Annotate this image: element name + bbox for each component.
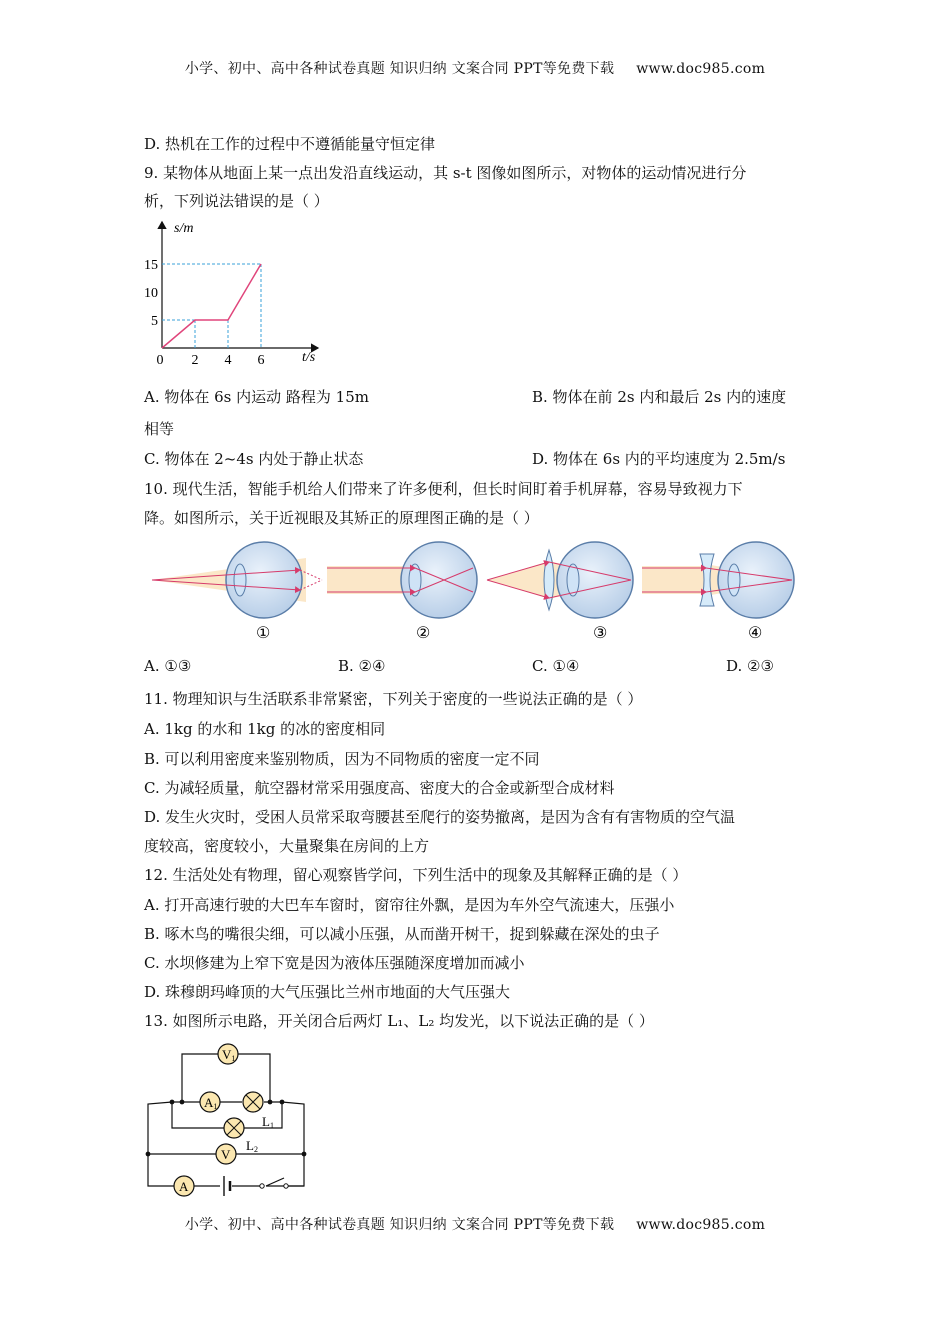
- y-tick-label: 15: [144, 258, 158, 273]
- svg-text:L2: L2: [246, 1138, 258, 1154]
- q10-option-c: C. ①④: [532, 657, 580, 675]
- eye-diagram-3: [487, 542, 633, 642]
- q9-stem-line1: 9. 某物体从地面上某一点出发沿直线运动，其 s-t 图像如图所示，对物体的运动情况进行分: [144, 164, 747, 182]
- eye-diagrams: [146, 536, 806, 646]
- eye-lens: [728, 564, 740, 596]
- lamp-l1-icon: [243, 1092, 274, 1130]
- diagram-1-label: ①: [256, 625, 271, 642]
- q11-option-a: A. 1kg 的水和 1kg 的冰的密度相同: [144, 720, 386, 738]
- q8-option-d: D. 热机在工作的过程中不遵循能量守恒定律: [144, 135, 436, 153]
- eye-diagram-2: [327, 542, 477, 642]
- q9-stem-line2: 析，下列说法错误的是（ ）: [144, 192, 329, 210]
- svg-text:L1: L1: [262, 1114, 274, 1130]
- q12-option-c: C. 水坝修建为上窄下宽是因为液体压强随深度增加而减小: [144, 954, 525, 972]
- page-header: [0, 58, 950, 78]
- header-url[interactable]: www.doc985.com: [636, 61, 766, 77]
- q12-option-a: A. 打开高速行驶的大巴车车窗时，窗帘往外飘，是因为车外空气流速大，压强小: [144, 896, 675, 914]
- eye-lens: [409, 564, 421, 596]
- page-footer: [0, 1214, 950, 1234]
- convex-lens-icon: [544, 550, 554, 610]
- q9-option-a: A. 物体在 6s 内运动 路程为 15m: [144, 388, 369, 406]
- q11-option-b: B. 可以利用密度来鉴别物质，因为不同物质的密度一定不同: [144, 750, 540, 768]
- q10-option-d: D. ②③: [726, 657, 774, 675]
- header-text: 小学、初中、高中各种试卷真题 知识归纳 文案合同 PPT等免费下载: [184, 61, 615, 77]
- q10-option-b: B. ②④: [338, 657, 386, 675]
- svg-text:A: A: [179, 1179, 189, 1194]
- eye-diagram-4: [642, 542, 794, 642]
- q13-stem: 13. 如图所示电路，开关闭合后两灯 L₁、L₂ 均发光，以下说法正确的是（ ）: [144, 1012, 654, 1030]
- q9-option-d: D. 物体在 6s 内的平均速度为 2.5m/s: [532, 450, 786, 468]
- x-axis-label: t/s: [302, 350, 316, 365]
- y-tick-label: 5: [151, 314, 158, 329]
- svg-text:V1: V1: [222, 1047, 236, 1063]
- q9-option-b: B. 物体在前 2s 内和最后 2s 内的速度: [532, 388, 787, 406]
- y-axis-label: s/m: [174, 221, 194, 236]
- q12-option-b: B. 啄木鸟的嘴很尖细，可以减小压强，从而凿开树干，捉到躲藏在深处的虫子: [144, 925, 660, 943]
- footer-url[interactable]: www.doc985.com: [636, 1217, 766, 1233]
- switch-icon: [260, 1184, 264, 1188]
- circuit-diagram: [142, 1038, 317, 1203]
- diagram-4-label: ④: [748, 625, 763, 642]
- q10-option-a: A. ①③: [144, 657, 192, 675]
- q10-stem-line2: 降。如图所示，关于近视眼及其矫正的原理图正确的是（ ）: [144, 509, 539, 527]
- x-tick-label: 6: [257, 353, 265, 368]
- q12-stem: 12. 生活处处有物理，留心观察皆学问，下列生活中的现象及其解释正确的是（ ）: [144, 866, 688, 884]
- series-line: [162, 264, 261, 348]
- voltmeter-v-icon: [216, 1144, 236, 1164]
- diagram-2-label: ②: [416, 625, 431, 642]
- eye-diagram-1: [152, 542, 322, 642]
- x-tick-label: 0: [156, 353, 164, 368]
- eye-lens: [567, 564, 579, 596]
- q10-stem-line1: 10. 现代生活，智能手机给人们带来了许多便利，但长时间盯着手机屏幕，容易导致视力下: [144, 480, 743, 498]
- svg-text:V: V: [221, 1147, 231, 1162]
- ammeter-a-icon: [174, 1176, 194, 1196]
- svg-text:A1: A1: [204, 1095, 218, 1111]
- q9-option-c: C. 物体在 2~4s 内处于静止状态: [144, 450, 364, 468]
- q11-option-d-line2: 度较高，密度较小，大量聚集在房间的上方: [144, 837, 430, 855]
- diagram-3-label: ③: [593, 625, 608, 642]
- y-tick-label: 10: [144, 286, 158, 301]
- voltmeter-v1-icon: [218, 1044, 238, 1064]
- st-chart: [140, 218, 330, 368]
- q11-option-d-line1: D. 发生火灾时，受困人员常采取弯腰甚至爬行的姿势撤离，是因为含有有害物质的空气温: [144, 808, 736, 826]
- ammeter-a1-icon: [200, 1092, 220, 1112]
- q11-option-c: C. 为减轻质量，航空器材常采用强度高、密度大的合金或新型合成材料: [144, 779, 615, 797]
- q11-stem: 11. 物理知识与生活联系非常紧密，下列关于密度的一些说法正确的是（ ）: [144, 690, 643, 708]
- q9-option-b-cont: 相等: [144, 420, 175, 438]
- x-tick-label: 2: [191, 353, 199, 368]
- footer-text: 小学、初中、高中各种试卷真题 知识归纳 文案合同 PPT等免费下载: [184, 1217, 615, 1233]
- eye-lens: [234, 564, 246, 596]
- x-tick-label: 4: [224, 353, 232, 368]
- q12-option-d: D. 珠穆朗玛峰顶的大气压强比兰州市地面的大气压强大: [144, 983, 511, 1001]
